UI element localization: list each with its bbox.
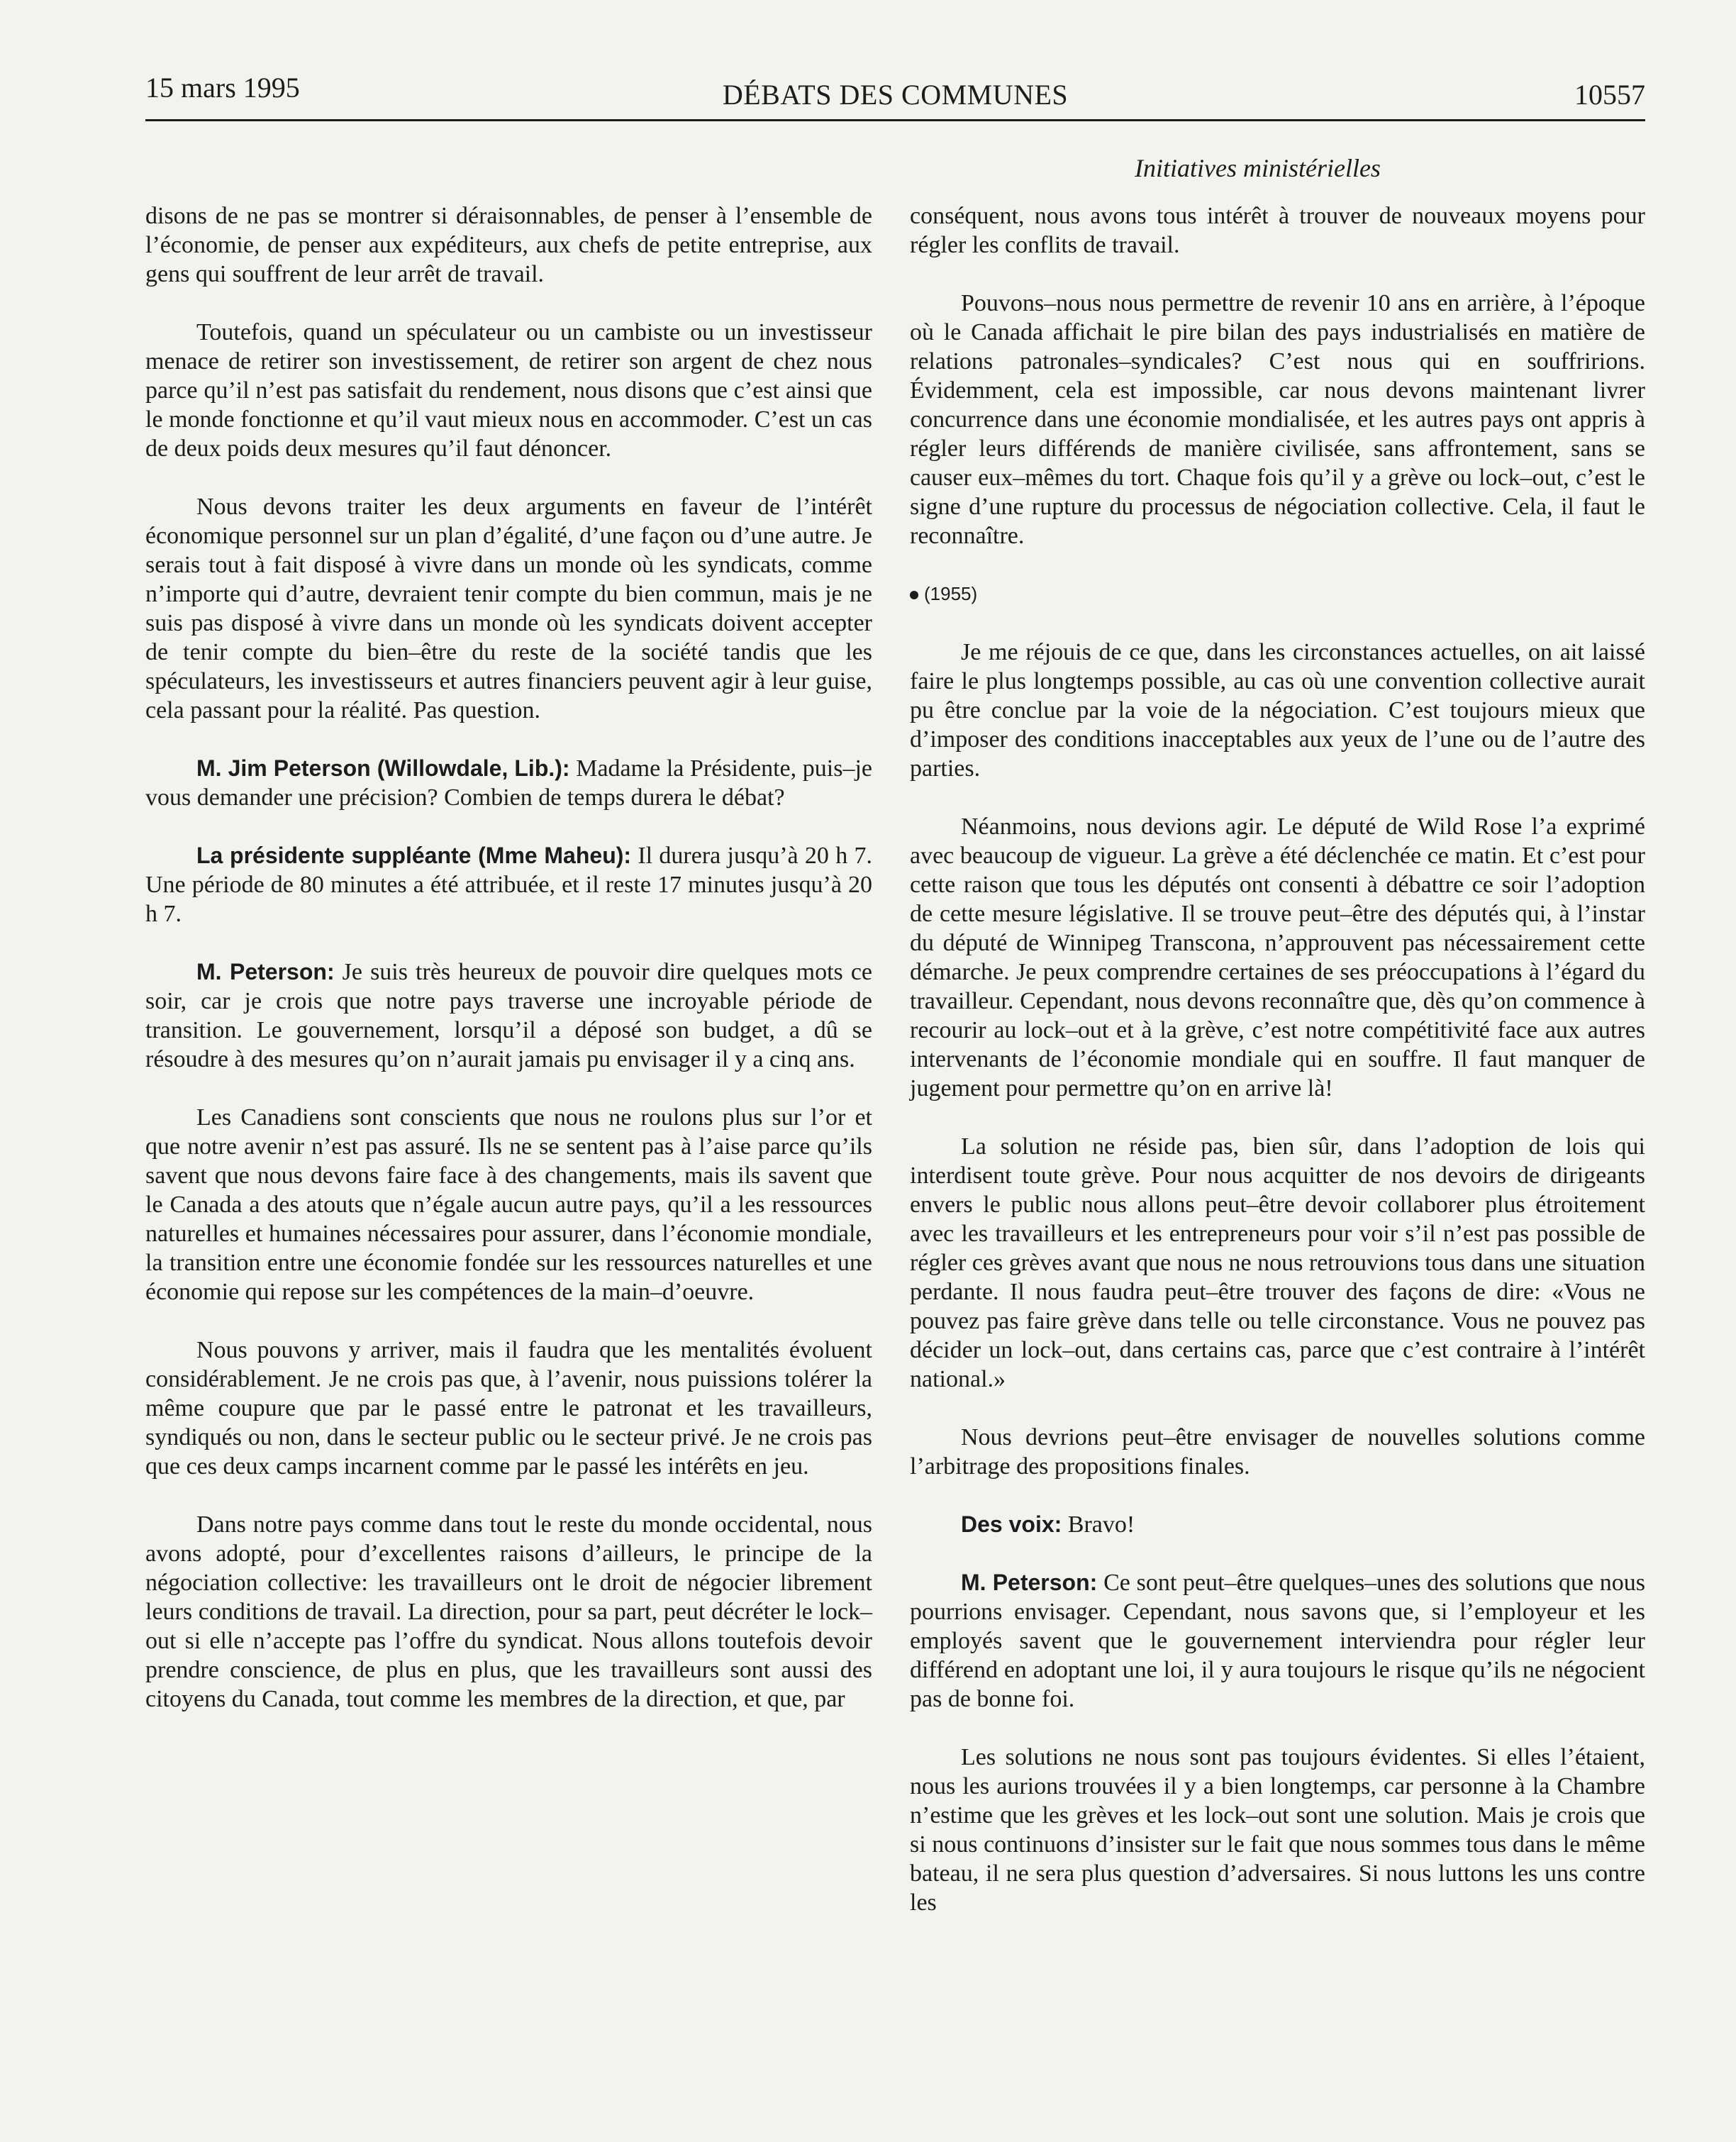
page-header — [145, 71, 1645, 121]
speaker-name: M. Peterson: — [961, 1570, 1098, 1595]
time-marker — [910, 579, 1645, 609]
speech-paragraph — [145, 841, 872, 928]
speech-paragraph — [910, 1568, 1645, 1714]
paragraph: Pouvons–nous nous permettre de revenir 10 ans en arrière, à l’époque où le Canada affichait le pire bilan des pays industrialisés en matière de relations patronales–syndicales? C’est nous qui en souffririons. Évidemment, cela est impossible, car nous devons maintenant livrer concurrence dans une économie mondialisée, et les autres pays ont appris à régler leurs différends de manière civilisée, sans affrontement, sans se causer eux–mêmes du tort. Chaque fois qu’il y a grève ou lock–out, c’est le signe d’une rupture du processus de négociation collective. Cela, il faut le reconnaître. — [910, 290, 1645, 549]
paragraph: La solution ne réside pas, bien sûr, dans l’adoption de lois qui interdisent toute grève. Pour nous acquitter de nos devoirs de dirigeants envers le public nous allons peut–être devoir collaborer plus étroitement avec les travailleurs et les entrepreneurs pour voir s’il n’est pas possible de régler ces grèves avant que nous ne nous retrouvions tous dans une situation perdante. Il nous faudra peut–être trouver des façons de dire: «Vous ne pouvez pas faire grève dans telle ou telle circonstance. Vous ne pouvez pas décider un lock–out, dans certains cas, parce que c’est contraire à l’intérêt national.» — [910, 1133, 1645, 1392]
time-marker-text: (1955) — [924, 583, 978, 604]
paragraph: Les Canadiens sont conscients que nous ne roulons plus sur l’or et que notre avenir n’est pas assuré. Ils ne se sentent pas à l’aise parce qu’ils savent que nous devons faire face à des changements, mais ils savent que le Canada a des atouts que n’égale aucun autre pays, qu’il a les ressources naturelles et humaines nécessaires pour assurer, dans l’économie mondiale, la transition entre une économie fondée sur les ressources naturelles et une économie qui repose sur les compétences de la main–d’oeuvre. — [145, 1104, 872, 1305]
paragraph: Dans notre pays comme dans tout le reste du monde occidental, nous avons adopté, pour d’excellentes raisons d’ailleurs, le principe de la négociation collective: les travailleurs ont le droit de négocier librement leurs conditions de travail. La direction, pour sa part, peut décréter le lock–out si elle n’accepte pas l’offre du syndicat. Nous allons toutefois devoir prendre conscience, de plus en plus, que les travailleurs sont aussi des citoyens du Canada, tout comme les membres de la direction, et que, par — [145, 1511, 872, 1712]
speaker-name: Des voix: — [961, 1511, 1062, 1537]
speech-text: Bravo! — [1062, 1511, 1135, 1538]
speaker-name: La présidente suppléante (Mme Maheu): — [196, 843, 632, 868]
paragraph: conséquent, nous avons tous intérêt à trouver de nouveaux moyens pour régler les conflits de travail. — [910, 203, 1645, 258]
paragraph: Nous pouvons y arriver, mais il faudra que les mentalités évoluent considérablement. Je ne crois pas que, à l’avenir, nous puissions tolérer la même coupure que par le passé entre le patronat et les travailleurs, syndiqués ou non, dans le secteur public ou le secteur privé. Je ne crois pas que ces deux camps incarnent comme par le passé les intérêts en jeu. — [145, 1337, 872, 1480]
paragraph: Néanmoins, nous devions agir. Le député de Wild Rose l’a exprimé avec beaucoup de vigueur. La grève a été déclenchée ce matin. Et c’est pour cette raison que tous les députés ont consenti à débattre ce soir l’adoption de cette mesure législative. Il se trouve peut–être des députés qui, à l’instar du député de Winnipeg Transcona, n’approuvent pas nécessairement cette démarche. Je peux comprendre certaines de ses préoccupations à l’égard du travailleur. Cependant, nous devons reconnaître que, dès qu’on commence à recourir au lock–out et à la grève, c’est notre compétitivité face aux autres intervenants de l’économie mondiale qui en souffre. Il faut manquer de jugement pour permettre qu’on en arrive là! — [910, 814, 1645, 1101]
speech-text: Ce sont peut–être quelques–unes des solutions que nous pourrions envisager. Cependant, nous savons que, si l’employeur et les employés savent que le gouvernement interviendra pour régler leur différend en adoptant une loi, il y aura toujours le risque qu’ils ne négocient pas de bonne foi. — [910, 1570, 1646, 1712]
header-page-number: 10557 — [1574, 79, 1645, 111]
right-column — [910, 201, 1645, 1946]
speech-paragraph — [145, 958, 872, 1074]
left-column — [145, 201, 872, 1743]
section-title: Initiatives ministérielles — [1135, 154, 1381, 182]
speech-paragraph — [910, 1510, 1645, 1539]
speech-text: Madame la Présidente, puis–je vous demander une précision? Combien de temps durera le débat? — [145, 755, 872, 811]
speech-paragraph — [145, 754, 872, 812]
speaker-name: M. Peterson: — [196, 959, 335, 984]
header-title: DÉBATS DES COMMUNES — [722, 79, 1069, 111]
paragraph: Je me réjouis de ce que, dans les circonstances actuelles, on ait laissé faire le plus longtemps possible, au cas où une convention collective aurait pu être conclue par la voie de la négociation. C’est toujours mieux que d’imposer des conditions inacceptables aux yeux de l’une ou de l’autre des parties. — [910, 639, 1645, 782]
paragraph: Nous devons traiter les deux arguments en faveur de l’intérêt économique personnel sur un plan d’égalité, d’une façon ou d’une autre. Je serais tout à fait disposé à vivre dans un monde où les syndicats, comme n’importe qui d’autre, devraient tenir compte du bien commun, mais je ne suis pas disposé à vivre dans un monde où les syndicats doivent accepter de tenir compte du bien–être du reste de la société tandis que les spéculateurs, les investisseurs et autres financiers peuvent agir à leur guise, cela passant pour la réalité. Pas question. — [145, 494, 872, 723]
paragraph: Nous devrions peut–être envisager de nouvelles solutions comme l’arbitrage des propositions finales. — [910, 1424, 1645, 1480]
paragraph: Les solutions ne nous sont pas toujours évidentes. Si elles l’étaient, nous les aurions trouvées il y a bien longtemps, car personne à la Chambre n’estime que les grèves et les lock–out sont une solution. Mais je crois que si nous continuons d’insister sur le fait que nous sommes tous dans le même bateau, il ne sera plus question d’adversaires. Si nous luttons les uns contre les — [910, 1744, 1645, 1916]
paragraph: Toutefois, quand un spéculateur ou un cambiste ou un investisseur menace de retirer son investissement, de retirer son argent de chez nous parce qu’il n’est pas satisfait du rendement, nous disons que c’est ainsi que le monde fonctionne et qu’il vaut mieux nous en accommoder. C’est un cas de deux poids deux mesures qu’il faut dénoncer. — [145, 319, 872, 462]
speech-text: Je suis très heureux de pouvoir dire quelques mots ce soir, car je crois que notre pays traverse une incroyable période de transition. Le gouvernement, lorsqu’il a déposé son budget, a dû se résoudre à des mesures qu’on n’aurait jamais pu envisager il y a cinq ans. — [145, 959, 873, 1072]
speech-text: Il durera jusqu’à 20 h 7. Une période de 80 minutes a été attribuée, et il reste 17 minutes jusqu’à 20 h 7. — [145, 843, 873, 927]
header-rule — [145, 119, 1645, 121]
header-date: 15 mars 1995 — [145, 72, 300, 104]
paragraph: disons de ne pas se montrer si déraisonnables, de penser à l’ensemble de l’économie, de penser aux expéditeurs, aux chefs de petite entreprise, aux gens qui souffrent de leur arrêt de travail. — [145, 203, 872, 287]
speaker-name: M. Jim Peterson (Willowdale, Lib.): — [196, 755, 570, 781]
bullet-icon — [910, 591, 918, 599]
